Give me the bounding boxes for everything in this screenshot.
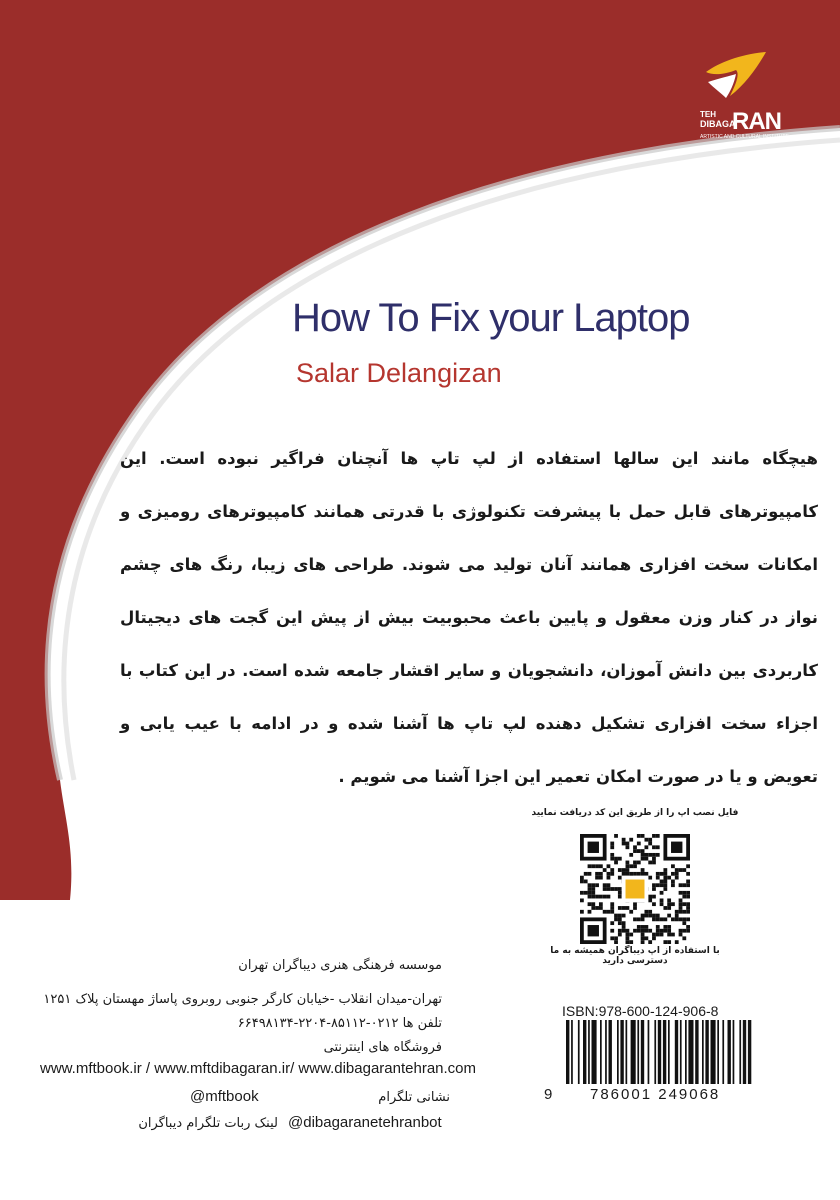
qr-caption-top: فایل نصب اپ را از طریق این کد دریافت نمایید xyxy=(531,808,739,818)
barcode-lead-digit: 9 xyxy=(544,1086,553,1103)
telegram-handle[interactable]: @mftbook xyxy=(190,1088,259,1105)
logo-dibaga: DIBAGA xyxy=(700,119,736,129)
isbn: ISBN:978-600-124-906-8 xyxy=(562,1003,719,1019)
publisher-phone: تلفن ها ۰۲۱۲-۸۵۱۱۲-۲۲۰۴-۶۶۴۹۸۱۳۴ xyxy=(237,1016,442,1031)
publisher-address: تهران-میدان انقلاب -خیابان کارگر جنوبی روبروی پاساژ مهستان پلاک ۱۲۵۱ xyxy=(43,992,442,1007)
logo-mark-icon xyxy=(700,44,770,104)
publisher-logo xyxy=(690,44,789,144)
telegram-row xyxy=(190,1088,450,1110)
telegram-label: نشانی تلگرام xyxy=(378,1090,450,1105)
publisher-websites[interactable]: www.mftbook.ir / www.mftdibagaran.ir/ www.dibagarantehran.com xyxy=(40,1060,477,1077)
book-title: How To Fix your Laptop xyxy=(292,296,690,340)
logo-wordmark xyxy=(690,108,789,140)
logo-teh: TEH xyxy=(700,110,716,119)
qr-caption-bottom: با استفاده از اپ دیباگران همیشه به ما دسترسی دارید xyxy=(550,946,720,966)
logo-subtitle: ARTISTIC AND CULTURAL INSTITUTE xyxy=(700,134,789,140)
bot-handle[interactable]: @dibagaranetehranbot xyxy=(288,1114,442,1131)
barcode-digits: 786001 249068 xyxy=(590,1086,721,1103)
bot-label: لینک ربات تلگرام دیباگران xyxy=(138,1116,278,1131)
publisher-name: موسسه فرهنگی هنری دیباگران تهران xyxy=(238,958,442,973)
online-stores-label: فروشگاه های اینترنتی xyxy=(323,1040,442,1055)
logo-ran: RAN xyxy=(732,108,781,135)
book-author: Salar Delangizan xyxy=(296,358,502,388)
book-description: هیچگاه مانند این سالها استفاده از لپ تاپ ها آنچنان فراگیر نبوده است. این کامپیوترهای قابل حمل با پیشرفت تکنولوژی با قدرتی همانند کامپیوترهای رومیزی و امکانات سخت افزاری همانند آنان تولید می شوند. طراحی های زیبا، رنگ های چشم نواز در کنار وزن معقول و پایین باعث محبوبیت بیش از پیش این گجت های دیجیتال کاربردی بین دانش آموزان، دانشجویان و سایر اقشار جامعه شده است. در این کتاب با اجزاء سخت افزاری تشکیل دهنده لپ تاپ ها آشنا شده و در ادامه با عیب یابی و تعویض و یا در صورت امکان تعمیر این اجزا آشنا می شویم . xyxy=(120,449,818,786)
bot-row xyxy=(120,1114,442,1136)
qr-code-icon[interactable] xyxy=(580,834,690,944)
